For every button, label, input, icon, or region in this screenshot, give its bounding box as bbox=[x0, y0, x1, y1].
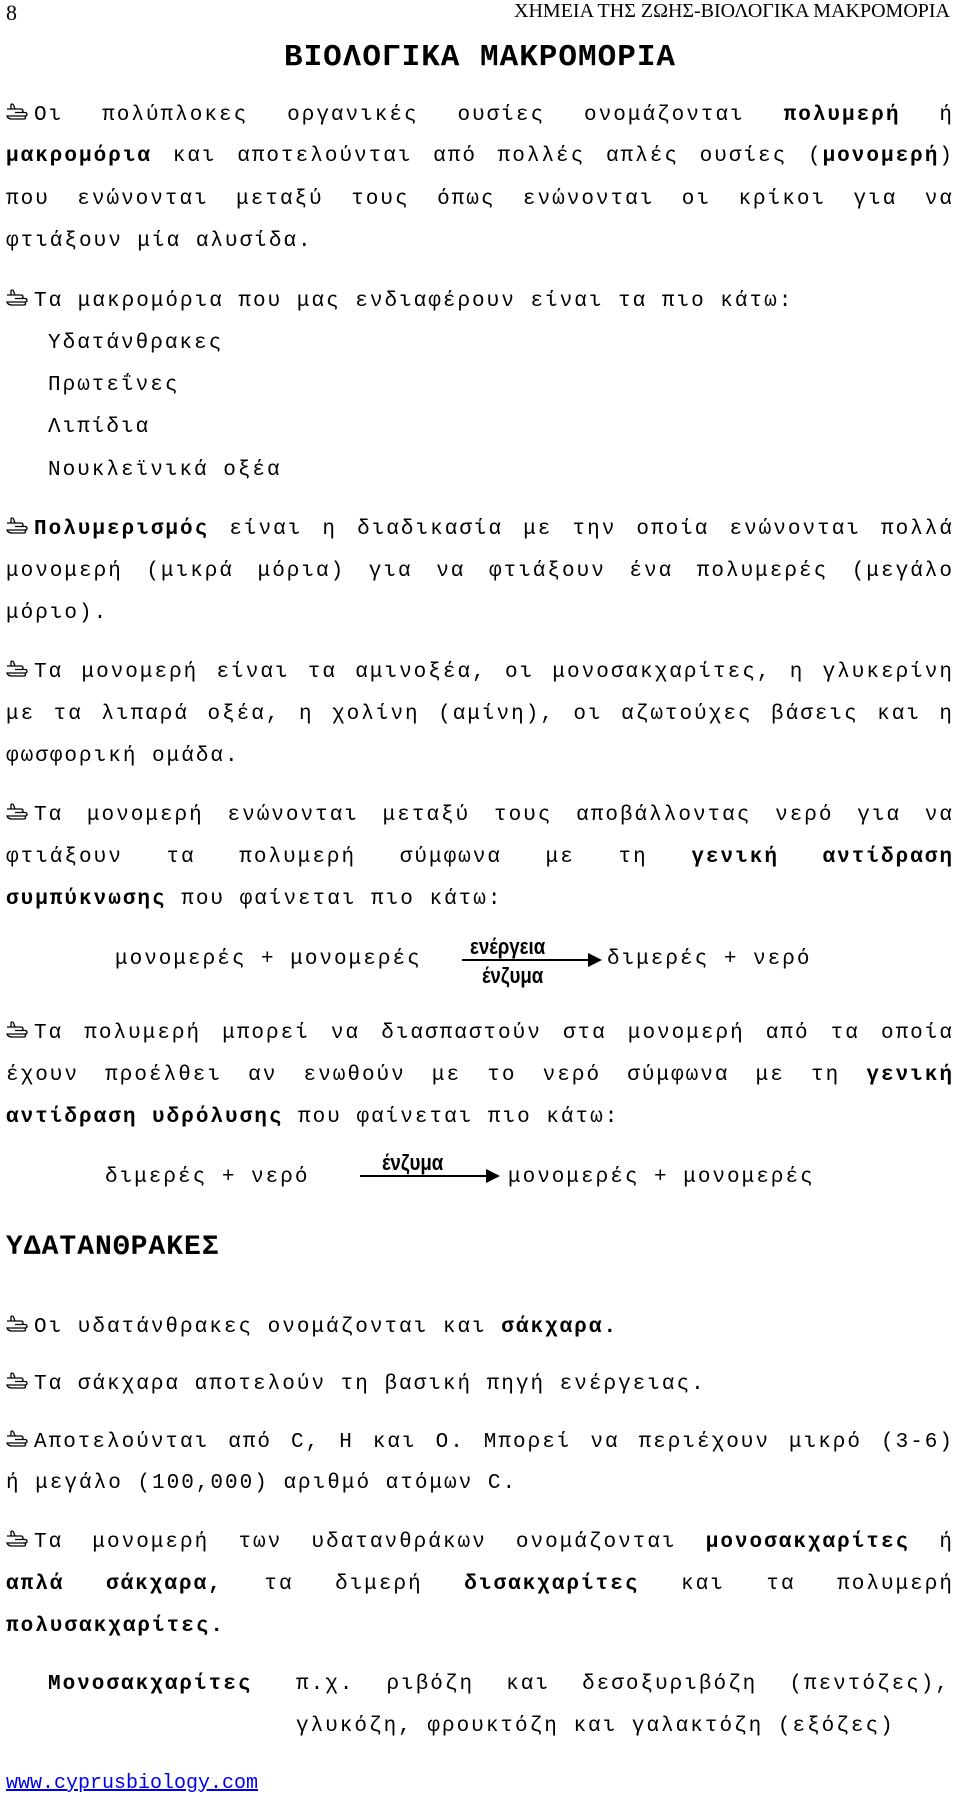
s4-line3: πολυσακχαρίτες. bbox=[6, 1615, 226, 1638]
p6-line2: έχουν προέλθει αν ενωθούν με το νερό σύμφωνα με τη γενική bbox=[6, 1064, 954, 1087]
eq1-reactants: μονομερές + μονομερές bbox=[115, 948, 422, 971]
eq2-label-enzymes: ένζυμα bbox=[382, 1150, 444, 1175]
pointing-hand-icon bbox=[6, 289, 32, 307]
p6-line1: Τα πολυμερή μπορεί να διασπαστούν στα μονομερή από τα οποία bbox=[6, 1021, 954, 1045]
p1-line4: φτιάξουν μία αλυσίδα. bbox=[6, 230, 313, 253]
eq1-label-energy: ενέργεια bbox=[470, 934, 546, 959]
s3-line2: ή μεγάλο (100,000) αριθμό ατόμων C. bbox=[6, 1472, 518, 1495]
page-number: 8 bbox=[6, 0, 17, 25]
right-arrow-icon bbox=[360, 1166, 500, 1186]
p5-line3: συμπύκνωσης που φαίνεται πιο κάτω: bbox=[6, 888, 503, 911]
s4-line1: Τα μονομερή των υδατανθράκων ονομάζονται μονοσακχαρίτες ή bbox=[6, 1530, 954, 1554]
pointing-hand-icon bbox=[6, 660, 32, 678]
s2-line: Τα σάκχαρα αποτελούν τη βασική πηγή ενέργειας. bbox=[6, 1372, 954, 1396]
p1-line2: μακρομόρια και αποτελούνται από πολλές απλές ουσίες (μονομερή) bbox=[6, 145, 954, 168]
pointing-hand-icon bbox=[6, 1021, 32, 1039]
s3-line1: Αποτελούνται από C, H και O. Μπορεί να περιέχουν μικρό (3-6) bbox=[6, 1430, 954, 1454]
pointing-hand-icon bbox=[6, 1530, 32, 1548]
eq2-reactants: διμερές + νερό bbox=[105, 1166, 310, 1189]
p4-line2: με τα λιπαρά οξέα, η χολίνη (αμίνη), οι αζωτούχες βάσεις και η bbox=[6, 703, 954, 726]
pointing-hand-icon bbox=[6, 103, 32, 121]
pointing-hand-icon bbox=[6, 1315, 32, 1333]
list-item: Υδατάνθρακες bbox=[48, 332, 224, 355]
p5-line1: Τα μονομερή ενώνονται μεταξύ τους αποβάλλοντας νερό για να bbox=[6, 803, 954, 827]
pointing-hand-icon bbox=[6, 517, 32, 535]
eq1-products: διμερές + νερό bbox=[607, 948, 812, 971]
p3-line3: μόριο). bbox=[6, 602, 109, 625]
s5-term: Μονοσακχαρίτες bbox=[48, 1673, 253, 1696]
eq2-products: μονομερές + μονομερές bbox=[508, 1166, 815, 1189]
p4-line3: φωσφορική ομάδα. bbox=[6, 745, 240, 768]
list-item: Λιπίδια bbox=[48, 416, 151, 439]
s1-line: Οι υδατάνθρακες ονομάζονται και σάκχαρα. bbox=[6, 1315, 954, 1339]
p6-line3: αντίδραση υδρόλυσης που φαίνεται πιο κάτω: bbox=[6, 1106, 620, 1129]
s5-line1: π.χ. ριβόζη και δεσοξυριβόζη (πεντόζες), bbox=[296, 1673, 950, 1696]
p3-line2: μονομερή (μικρά μόρια) για να φτιάξουν ένα πολυμερές (μεγάλο bbox=[6, 560, 954, 583]
list-item: Νουκλεϊνικά οξέα bbox=[48, 459, 282, 482]
s4-line2: απλά σάκχαρα, τα διμερή δισακχαρίτες και τα πολυμερή bbox=[6, 1573, 954, 1596]
p3-line1: Πολυμερισμός είναι η διαδικασία με την οποία ενώνονται πολλά bbox=[6, 517, 954, 541]
p1-line3: που ενώνονται μεταξύ τους όπως ενώνονται οι κρίκοι για να bbox=[6, 188, 954, 211]
s5-line2: γλυκόζη, φρουκτόζη και γαλακτόζη (εξόζες) bbox=[296, 1715, 895, 1738]
page-title: ΒΙΟΛΟΓΙΚΑ ΜΑΚΡΟΜΟΡΙΑ bbox=[283, 40, 677, 75]
section-heading: ΥΔΑΤΑΝΘΡΑΚΕΣ bbox=[6, 1232, 220, 1263]
eq1-label-enzymes: ένζυμα bbox=[482, 963, 544, 988]
running-header: ΧΗΜΕΙΑ ΤΗΣ ΖΩΗΣ-ΒΙΟΛΟΓΙΚΑ ΜΑΚΡΟΜΟΡΙΑ bbox=[514, 0, 950, 22]
p1-line1: Οι πολύπλοκες οργανικές ουσίες ονομάζονται πολυμερή ή bbox=[6, 103, 954, 127]
pointing-hand-icon bbox=[6, 1430, 32, 1448]
p4-line1: Τα μονομερή είναι τα αμινοξέα, οι μονοσακχαρίτες, η γλυκερίνη bbox=[6, 660, 954, 684]
footer-link[interactable]: www.cyprusbiology.com bbox=[6, 1772, 259, 1795]
pointing-hand-icon bbox=[6, 803, 32, 821]
p2-intro: Τα μακρομόρια που μας ενδιαφέρουν είναι τα πιο κάτω: bbox=[6, 289, 954, 313]
p5-line2: φτιάξουν τα πολυμερή σύμφωνα με τη γενική αντίδραση bbox=[6, 846, 955, 869]
list-item: Πρωτεΐνες bbox=[48, 374, 180, 397]
pointing-hand-icon bbox=[6, 1372, 32, 1390]
